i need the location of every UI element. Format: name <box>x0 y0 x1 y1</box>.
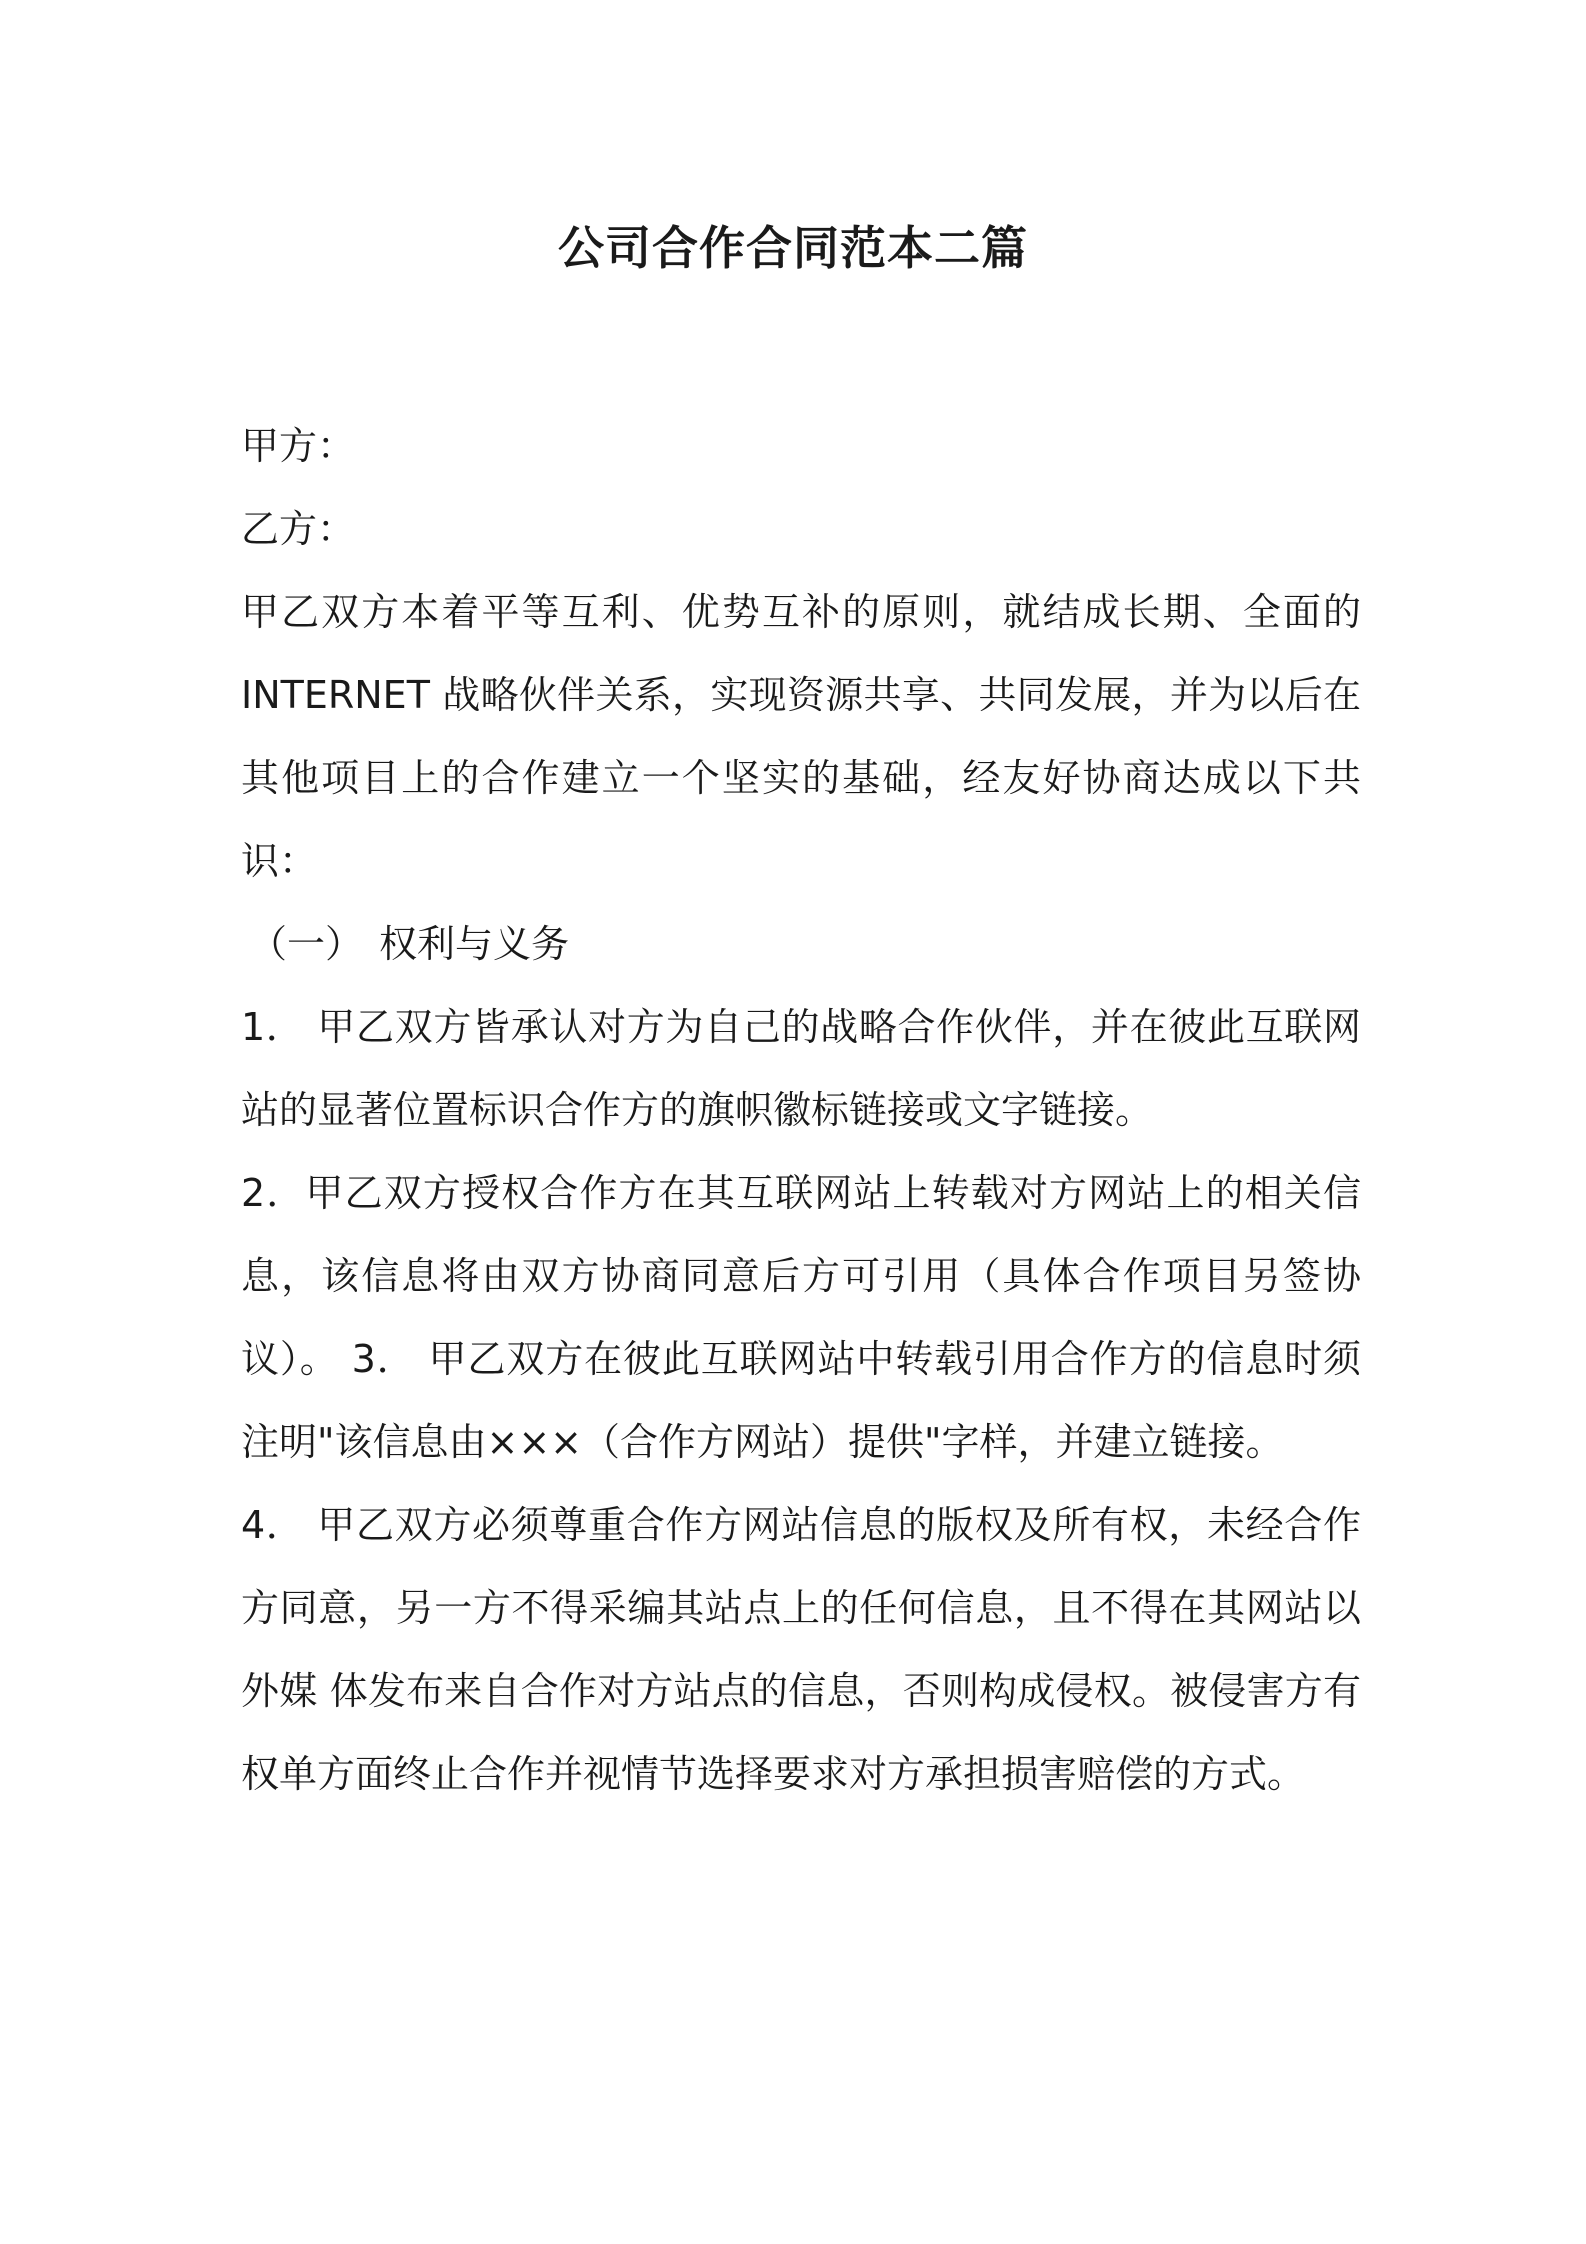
clause-2-3: 2．甲乙双方授权合作方在其互联网站上转载对方网站上的相关信息，该信息将由双方协商同意后方可引用（具体合作项目另签协议）。 3． 甲乙双方在彼此互联网站中转载引用合作方的信息时须注明"该信息由×××（合作方网站）提供"字样，并建立链接。 <box>241 1171 1361 1464</box>
document-body <box>241 405 1361 1816</box>
section-number: （一） <box>249 922 364 966</box>
preamble-paragraph: 甲乙双方本着平等互利、优势互补的原则，就结成长期、全面的INTERNET 战略伙伴关系，实现资源共享、共同发展，并为以后在其他项目上的合作建立一个坚实的基础，经友好协商达成以下共识： <box>241 590 1361 883</box>
party-a-label: 甲方： <box>241 424 356 468</box>
party-b-label: 乙方： <box>241 507 356 551</box>
section-title: 权利与义务 <box>379 922 570 966</box>
clause-4: 4． 甲乙双方必须尊重合作方网站信息的版权及所有权，未经合作方同意，另一方不得采编其站点上的任何信息，且不得在其网站以外媒 体发布来自合作对方站点的信息，否则构成侵权。被侵害方有权单方面终止合作并视情节选择要求对方承担损害赔偿的方式。 <box>241 1503 1361 1796</box>
clause-1: 1． 甲乙双方皆承认对方为自己的战略合作伙伴，并在彼此互联网站的显著位置标识合作方的旗帜徽标链接或文字链接。 <box>241 1005 1361 1132</box>
section-heading <box>241 903 1361 986</box>
document-title: 公司合作合同范本二篇 <box>558 221 1028 275</box>
